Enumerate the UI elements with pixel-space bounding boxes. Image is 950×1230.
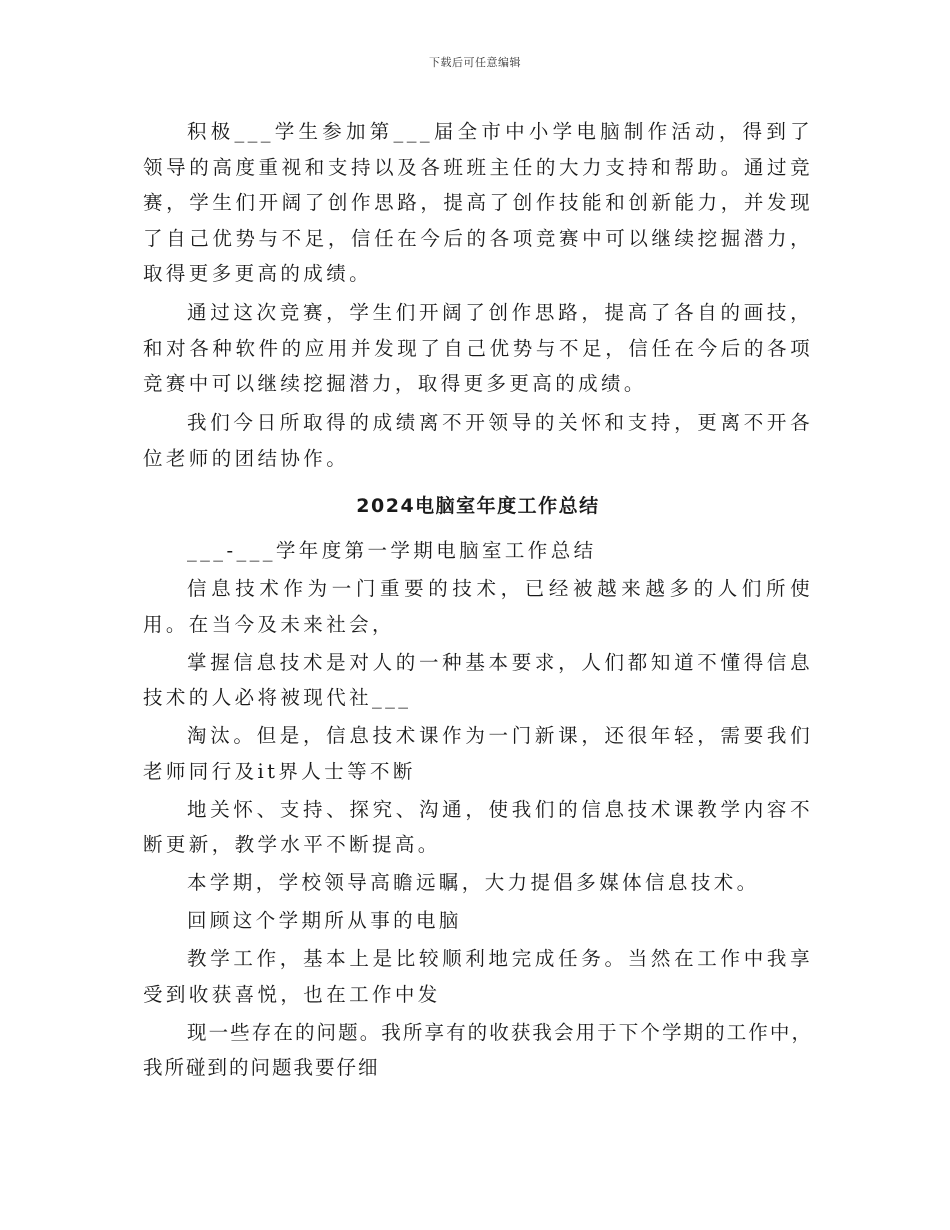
paragraph: 回顾这个学期所从事的电脑 bbox=[187, 909, 462, 932]
paragraph: ___-___学年度第一学期电脑室工作总结 bbox=[187, 539, 597, 562]
paragraph: 我们今日所取得的成绩离不开领导的关怀和支持，更离不开各位老师的团结协作。 bbox=[143, 411, 813, 470]
document-title: 2024电脑室年度工作总结 bbox=[356, 495, 600, 517]
paragraph: 通过这次竞赛，学生们开阔了创作思路，提高了各自的画技，和对各种软件的应用并发现了自己优势与不足，信任在今后的各项竞赛中可以继续挖掘潜力，取得更多更高的成绩。 bbox=[143, 301, 813, 395]
page-header: 下载后可任意编辑 bbox=[429, 56, 521, 69]
paragraph: 淘汰。但是，信息技术课作为一门新课，还很年轻，需要我们老师同行及it界人士等不断 bbox=[143, 724, 813, 783]
paragraph: 掌握信息技术是对人的一种基本要求，人们都知道不懂得信息技术的人必将被现代社___ bbox=[143, 650, 813, 709]
paragraph: 本学期，学校领导高瞻远瞩，大力提倡多媒体信息技术。 bbox=[187, 871, 760, 894]
paragraph: 信息技术作为一门重要的技术，已经被越来越多的人们所使用。在当今及未来社会， bbox=[143, 577, 813, 636]
paragraph: 现一些存在的问题。我所享有的收获我会用于下个学期的工作中，我所碰到的问题我要仔细 bbox=[143, 1020, 813, 1079]
section-competition-summary bbox=[143, 114, 813, 476]
paragraph: 积极___学生参加第___届全市中小学电脑制作活动，得到了领导的高度重视和支持以及各班班主任的大力支持和帮助。通过竞赛，学生们开阔了创作思路，提高了创作技能和创新能力，并发现了自己优势与不足，信任在今后的各项竞赛中可以继续挖掘潜力，取得更多更高的成绩。 bbox=[143, 120, 813, 285]
document-body bbox=[143, 114, 813, 1088]
paragraph: 地关怀、支持、探究、沟通，使我们的信息技术课教学内容不断更新，教学水平不断提高。 bbox=[143, 797, 813, 856]
section-annual-summary bbox=[143, 533, 813, 1086]
paragraph: 教学工作，基本上是比较顺利地完成任务。当然在工作中我享受到收获喜悦，也在工作中发 bbox=[143, 947, 813, 1006]
